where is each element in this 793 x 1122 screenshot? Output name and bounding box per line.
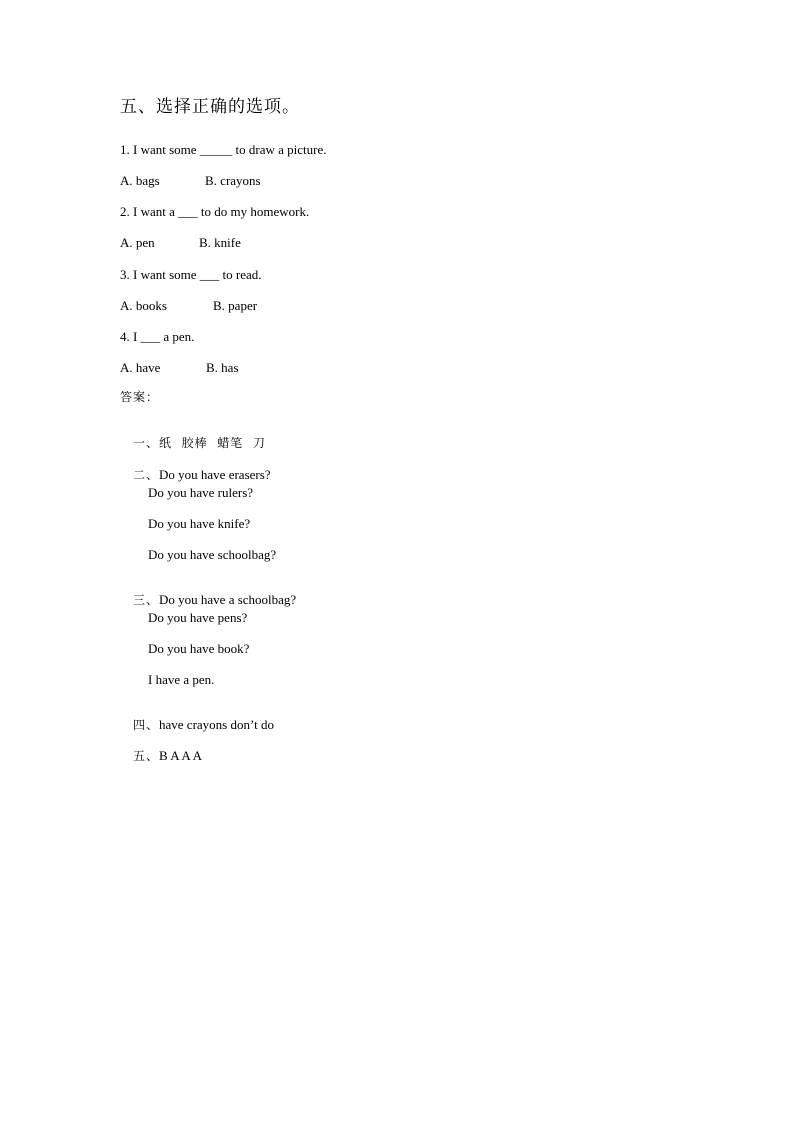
question-2-stem: 2. I want a ___ to do my homework. xyxy=(120,204,310,219)
answer-part-4-prefix: 四、 xyxy=(133,718,160,732)
section-heading: 五、选择正确的选项。 xyxy=(120,97,300,117)
answer-part-3-line-2: Do you have pens? xyxy=(148,610,248,625)
question-2-option-b: B. knife xyxy=(199,235,241,250)
answer-part-1-text: 纸 胶棒 蜡笔 刀 xyxy=(159,436,266,450)
answer-part-2-prefix: 二、 xyxy=(133,468,160,482)
answer-part-3-prefix: 三、 xyxy=(133,593,160,607)
question-4-option-a: A. have xyxy=(120,360,161,375)
answer-part-5-prefix: 五、 xyxy=(133,749,160,763)
question-4-option-b: B. has xyxy=(206,360,239,375)
answer-part-2-line-4: Do you have schoolbag? xyxy=(148,547,277,562)
question-3-stem: 3. I want some ___ to read. xyxy=(120,267,262,282)
answers-label: 答案： xyxy=(120,390,160,404)
answer-part-2-line-3: Do you have knife? xyxy=(148,516,251,531)
question-3-option-b: B. paper xyxy=(213,298,258,313)
answer-part-2-line-1: Do you have erasers? xyxy=(159,467,271,482)
question-4-stem: 4. I ___ a pen. xyxy=(120,329,195,344)
question-1-stem: 1. I want some _____ to draw a picture. xyxy=(120,142,327,157)
question-1-option-a: A. bags xyxy=(120,173,160,188)
answer-part-5-text: B A A A xyxy=(159,748,203,763)
answer-part-5 xyxy=(120,736,202,775)
answer-part-4-text: have crayons don’t do xyxy=(159,717,274,732)
answer-part-1-prefix: 一、 xyxy=(133,436,160,450)
answer-part-3-line-1: Do you have a schoolbag? xyxy=(159,592,297,607)
question-2-option-a: A. pen xyxy=(120,235,155,250)
answer-part-3-line-4: I have a pen. xyxy=(148,672,215,687)
answer-part-3-line-3: Do you have book? xyxy=(148,641,250,656)
answer-part-2-line-2: Do you have rulers? xyxy=(148,485,254,500)
question-3-option-a: A. books xyxy=(120,298,167,313)
question-1-option-b: B. crayons xyxy=(205,173,261,188)
